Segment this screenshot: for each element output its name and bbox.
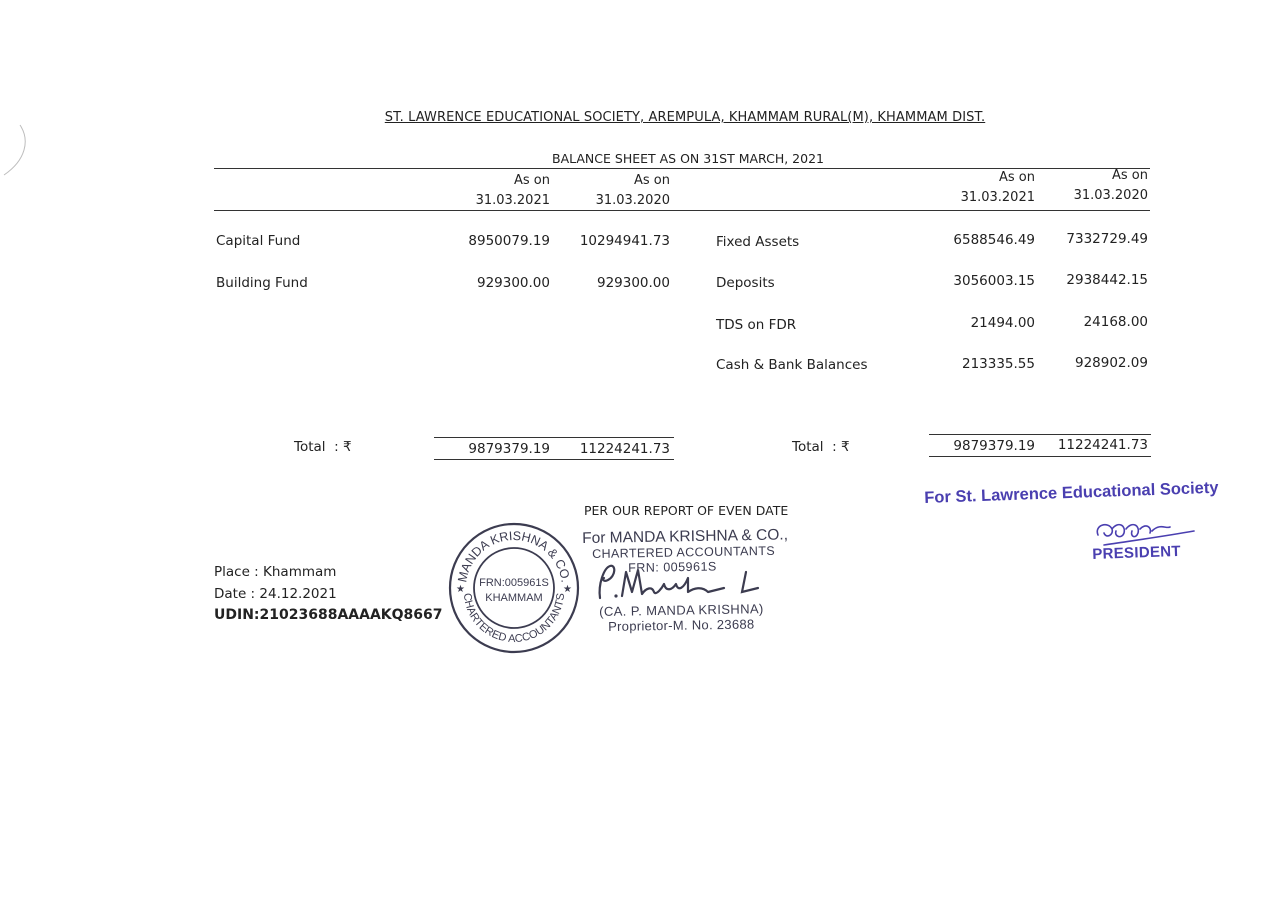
header-date-2021-left: 31.03.2021 bbox=[475, 193, 550, 208]
auditor-signature bbox=[592, 558, 772, 606]
document-title: ST. LAWRENCE EDUCATIONAL SOCIETY, AREMPULA, KHAMMAM RURAL(M), KHAMMAM DIST. bbox=[384, 110, 986, 125]
header-bottom-rule bbox=[214, 210, 1150, 211]
balance-sheet-subtitle: BALANCE SHEET AS ON 31ST MARCH, 2021 bbox=[552, 151, 824, 166]
asset-value-2021: 6588546.49 bbox=[953, 232, 1035, 248]
asset-value-2021: 213335.55 bbox=[961, 356, 1035, 372]
auditor-proprietor: Proprietor-M. No. 23688 bbox=[608, 616, 755, 634]
society-signatory-line: For St. Lawrence Educational Society bbox=[924, 478, 1219, 507]
auditor-firm: For MANDA KRISHNA & CO., bbox=[582, 526, 789, 547]
total-separator: : bbox=[334, 439, 339, 455]
total-value-2020-left: 11224241.73 bbox=[579, 441, 670, 457]
total-separator: : bbox=[832, 439, 837, 455]
asset-value-2020: 928902.09 bbox=[1074, 355, 1148, 371]
report-note: PER OUR REPORT OF EVEN DATE bbox=[584, 503, 789, 518]
liability-value-2020: 929300.00 bbox=[596, 275, 670, 291]
total-top-rule-left bbox=[434, 437, 674, 438]
header-date-2020-left: 31.03.2020 bbox=[595, 193, 670, 208]
liability-label-capital-fund: Capital Fund bbox=[216, 233, 301, 249]
asset-value-2021: 3056003.15 bbox=[953, 273, 1035, 289]
total-value-2020-right: 11224241.73 bbox=[1057, 437, 1148, 453]
total-value-2021-left: 9879379.19 bbox=[468, 441, 550, 457]
total-label-right bbox=[792, 439, 850, 455]
liability-value-2020: 10294941.73 bbox=[579, 233, 670, 249]
header-as-on-2020-left: As on bbox=[634, 173, 670, 188]
asset-label-cash-bank: Cash & Bank Balances bbox=[716, 357, 868, 373]
asset-value-2020: 7332729.49 bbox=[1066, 231, 1148, 247]
place: Place : Khammam bbox=[214, 564, 337, 580]
rupee-symbol: ₹ bbox=[840, 439, 850, 455]
asset-value-2020: 24168.00 bbox=[1083, 314, 1148, 330]
auditor-type: CHARTERED ACCOUNTANTS bbox=[592, 543, 776, 561]
header-date-2021-right: 31.03.2021 bbox=[960, 190, 1035, 205]
header-top-rule bbox=[214, 168, 1150, 169]
total-top-rule-right bbox=[929, 434, 1151, 435]
asset-label-fixed-assets: Fixed Assets bbox=[716, 234, 800, 250]
asset-value-2020: 2938442.15 bbox=[1066, 272, 1148, 288]
seal-frn: FRN:005961S bbox=[479, 577, 549, 589]
liability-value-2021: 8950079.19 bbox=[468, 233, 550, 249]
total-label-text: Total bbox=[294, 439, 326, 455]
header-date-2020-right: 31.03.2020 bbox=[1073, 188, 1148, 203]
header-as-on-2021-left: As on bbox=[514, 173, 550, 188]
president-designation: PRESIDENT bbox=[1092, 542, 1182, 563]
asset-label-tds-on-fdr: TDS on FDR bbox=[716, 317, 797, 333]
liability-label-building-fund: Building Fund bbox=[216, 275, 308, 291]
total-bottom-rule-left bbox=[434, 459, 674, 460]
asset-label-deposits: Deposits bbox=[716, 275, 775, 291]
seal-star-left-icon: ★ bbox=[456, 584, 465, 595]
header-as-on-2021-right: As on bbox=[999, 170, 1035, 185]
scan-edge-mark bbox=[0, 120, 30, 180]
total-label-text: Total bbox=[792, 439, 824, 455]
auditor-name: (CA. P. MANDA KRISHNA) bbox=[599, 601, 764, 619]
rupee-symbol: ₹ bbox=[342, 439, 352, 455]
seal-city: KHAMMAM bbox=[485, 592, 543, 604]
date: Date : 24.12.2021 bbox=[214, 586, 337, 602]
header-as-on-2020-right: As on bbox=[1112, 168, 1148, 183]
udin: UDIN:21023688AAAAKQ8667 bbox=[214, 607, 443, 623]
seal-star-right-icon: ★ bbox=[563, 584, 572, 595]
seal-top-text: MANDA KRISHNA & CO. bbox=[455, 528, 573, 584]
total-bottom-rule-right bbox=[929, 456, 1151, 457]
auditor-seal bbox=[446, 520, 582, 656]
liability-value-2021: 929300.00 bbox=[476, 275, 550, 291]
total-value-2021-right: 9879379.19 bbox=[953, 438, 1035, 454]
asset-value-2021: 21494.00 bbox=[970, 315, 1035, 331]
total-label-left bbox=[294, 439, 352, 455]
auditor-frn: FRN: 005961S bbox=[628, 559, 717, 575]
seal-bottom-text: CHARTERED ACCOUNTANTS bbox=[460, 592, 568, 646]
